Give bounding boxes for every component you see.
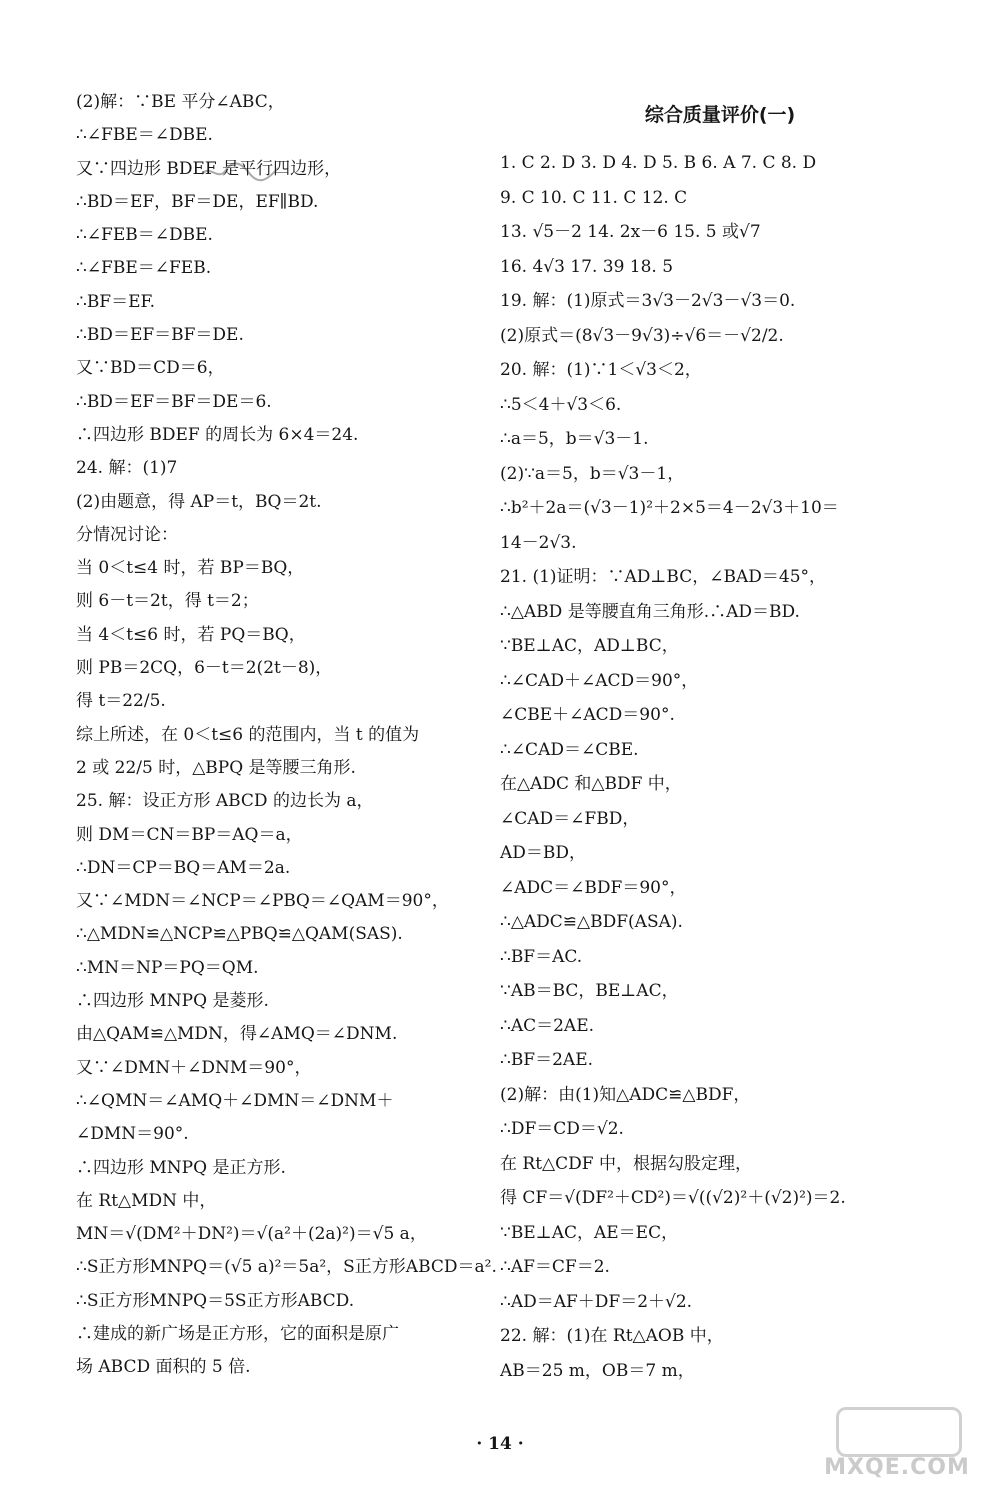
section-heading: 综合质量评价(一) <box>644 104 796 126</box>
watermark-logo-icon <box>836 1407 962 1457</box>
right-line: ∴BF＝AC. <box>500 946 583 967</box>
left-line: 综上所述，在 0＜t≤6 的范围内，当 t 的值为 <box>76 724 420 745</box>
left-line: 又∵∠MDN＝∠NCP＝∠PBQ＝∠QAM＝90°， <box>76 891 449 912</box>
left-line: 场 ABCD 面积的 5 倍. <box>76 1357 251 1378</box>
right-line: 得 CF＝√(DF²＋CD²)＝√((√2)²＋(√2)²)＝2. <box>500 1188 846 1208</box>
right-line: 14－2√3. <box>500 532 577 553</box>
left-line: MN＝√(DM²＋DN²)＝√(a²＋(2a)²)＝√5 a， <box>76 1224 427 1245</box>
left-line: (2)解：∵BE 平分∠ABC， <box>76 92 285 112</box>
right-line: ∴AC＝2AE. <box>500 1015 595 1036</box>
right-line: (2)解：由(1)知△ADC≌△BDF， <box>500 1084 751 1105</box>
right-line: 1. C 2. D 3. D 4. D 5. B 6. A 7. C 8. D <box>500 153 817 173</box>
right-line: ∴∠CAD＋∠ACD＝90°， <box>500 670 699 691</box>
left-line: ∴△MDN≌△NCP≌△PBQ≌△QAM(SAS). <box>76 924 403 945</box>
right-line: ∴b²＋2a＝(√3－1)²＋2×5＝4－2√3＋10＝ <box>500 498 839 518</box>
left-line: 又∵∠DMN＋∠DNM＝90°， <box>76 1057 312 1078</box>
page-number: · 14 · <box>476 1434 524 1454</box>
left-line: ∴建成的新广场是正方形，它的面积是原广 <box>76 1323 399 1344</box>
left-line: ∠DMN＝90°. <box>76 1124 189 1145</box>
left-line: ∴MN＝NP＝PQ＝QM. <box>76 957 259 978</box>
left-line: 则 DM＝CN＝BP＝AQ＝a， <box>76 824 303 845</box>
left-line: 当 0＜t≤4 时，若 BP＝BQ， <box>76 558 305 579</box>
right-line: 9. C 10. C 11. C 12. C <box>500 187 688 208</box>
right-line: 在△ADC 和△BDF 中， <box>500 774 682 794</box>
right-line: ∴5＜4＋√3＜6. <box>500 394 622 415</box>
left-line: ∴∠QMN＝∠AMQ＋∠DMN＝∠DNM＋ <box>76 1090 394 1111</box>
left-line: 又∵四边形 BDEF 是平行四边形， <box>76 158 342 179</box>
right-line: ∴△ABD 是等腰直角三角形.∴AD＝BD. <box>500 601 800 622</box>
right-line: ∠CAD＝∠FBD， <box>500 808 640 829</box>
left-line: ∴四边形 BDEF 的周长为 6×4＝24. <box>76 424 359 445</box>
left-line: 25. 解：设正方形 ABCD 的边长为 a， <box>76 791 374 812</box>
left-line: ∴BD＝EF＝BF＝DE. <box>76 325 244 346</box>
left-line: ∴DN＝CP＝BQ＝AM＝2a. <box>76 857 291 878</box>
watermark-text: MXQE.COM <box>824 1455 970 1480</box>
right-line: 13. √5－2 14. 2x－6 15. 5 或√7 <box>500 222 761 242</box>
left-line: ∴BF＝EF. <box>76 291 156 312</box>
right-line: 在 Rt△CDF 中，根据勾股定理， <box>500 1153 752 1174</box>
left-line: ∴BD＝EF，BF＝DE，EF∥BD. <box>76 191 319 212</box>
right-line: ∴BF＝2AE. <box>500 1050 594 1070</box>
left-line: ∴∠FBE＝∠DBE. <box>76 125 213 146</box>
left-line: (2)由题意，得 AP＝t，BQ＝2t. <box>76 491 322 512</box>
right-line: ∴AF＝CF＝2. <box>500 1257 610 1277</box>
right-column <box>500 146 930 1388</box>
right-line: AB＝25 m，OB＝7 m， <box>500 1360 695 1381</box>
left-line: 分情况讨论： <box>76 524 178 545</box>
left-line: 又∵BD＝CD＝6， <box>76 358 225 379</box>
right-line: ∴DF＝CD＝√2. <box>500 1119 624 1139</box>
right-line: ∵BE⊥AC，AE＝EC， <box>500 1222 679 1243</box>
left-line: 得 t＝22/5. <box>76 691 166 712</box>
right-line: (2)原式＝(8√3－9√3)÷√6＝－√2/2. <box>500 325 784 346</box>
left-line: 则 PB＝2CQ，6－t＝2(2t－8)， <box>76 658 333 679</box>
left-line: ∴S正方形MNPQ＝5S正方形ABCD. <box>76 1290 355 1311</box>
watermark <box>812 1405 982 1485</box>
left-column <box>76 86 497 1385</box>
left-line: ∴∠FEB＝∠DBE. <box>76 225 213 246</box>
right-line: ∴∠CAD＝∠CBE. <box>500 739 639 760</box>
right-line: ∠CBE＋∠ACD＝90°. <box>500 705 675 725</box>
right-line: 16. 4√3 17. 39 18. 5 <box>500 256 674 277</box>
left-line: ∴四边形 MNPQ 是正方形. <box>76 1157 286 1178</box>
right-line: ∴a＝5，b＝√3－1. <box>500 429 649 449</box>
left-line: 当 4＜t≤6 时，若 PQ＝BQ， <box>76 624 306 645</box>
left-line: 由△QAM≌△MDN，得∠AMQ＝∠DNM. <box>76 1024 398 1045</box>
left-line: ∴BD＝EF＝BF＝DE＝6. <box>76 391 272 412</box>
right-line: 21. (1)证明：∵AD⊥BC，∠BAD＝45°， <box>500 567 827 587</box>
right-line: ∵AB＝BC，BE⊥AC， <box>500 981 679 1001</box>
left-line: ∴∠FBE＝∠FEB. <box>76 258 212 279</box>
right-line: ∠ADC＝∠BDF＝90°， <box>500 877 687 898</box>
right-line: ∵BE⊥AC，AD⊥BC， <box>500 636 679 656</box>
left-line: 则 6－t＝2t，得 t＝2； <box>76 591 259 612</box>
left-line: 24. 解：(1)7 <box>76 458 178 479</box>
right-line: 22. 解：(1)在 Rt△AOB 中， <box>500 1326 724 1346</box>
left-line: 在 Rt△MDN 中， <box>76 1190 217 1211</box>
left-line: ∴S正方形MNPQ＝(√5 a)²＝5a²，S正方形ABCD＝a². <box>76 1257 497 1278</box>
right-line: 20. 解：(1)∵1＜√3＜2， <box>500 360 702 380</box>
right-line: ∴△ADC≌△BDF(ASA). <box>500 912 683 932</box>
right-line: ∴AD＝AF＋DF＝2＋√2. <box>500 1291 693 1312</box>
right-line: 19. 解：(1)原式＝3√3－2√3－√3＝0. <box>500 291 796 311</box>
left-line: ∴四边形 MNPQ 是菱形. <box>76 991 269 1012</box>
right-line: AD＝BD， <box>500 843 587 863</box>
left-line: 2 或 22/5 时，△BPQ 是等腰三角形. <box>76 757 356 778</box>
right-line: (2)∵a＝5，b＝√3－1， <box>500 463 685 484</box>
